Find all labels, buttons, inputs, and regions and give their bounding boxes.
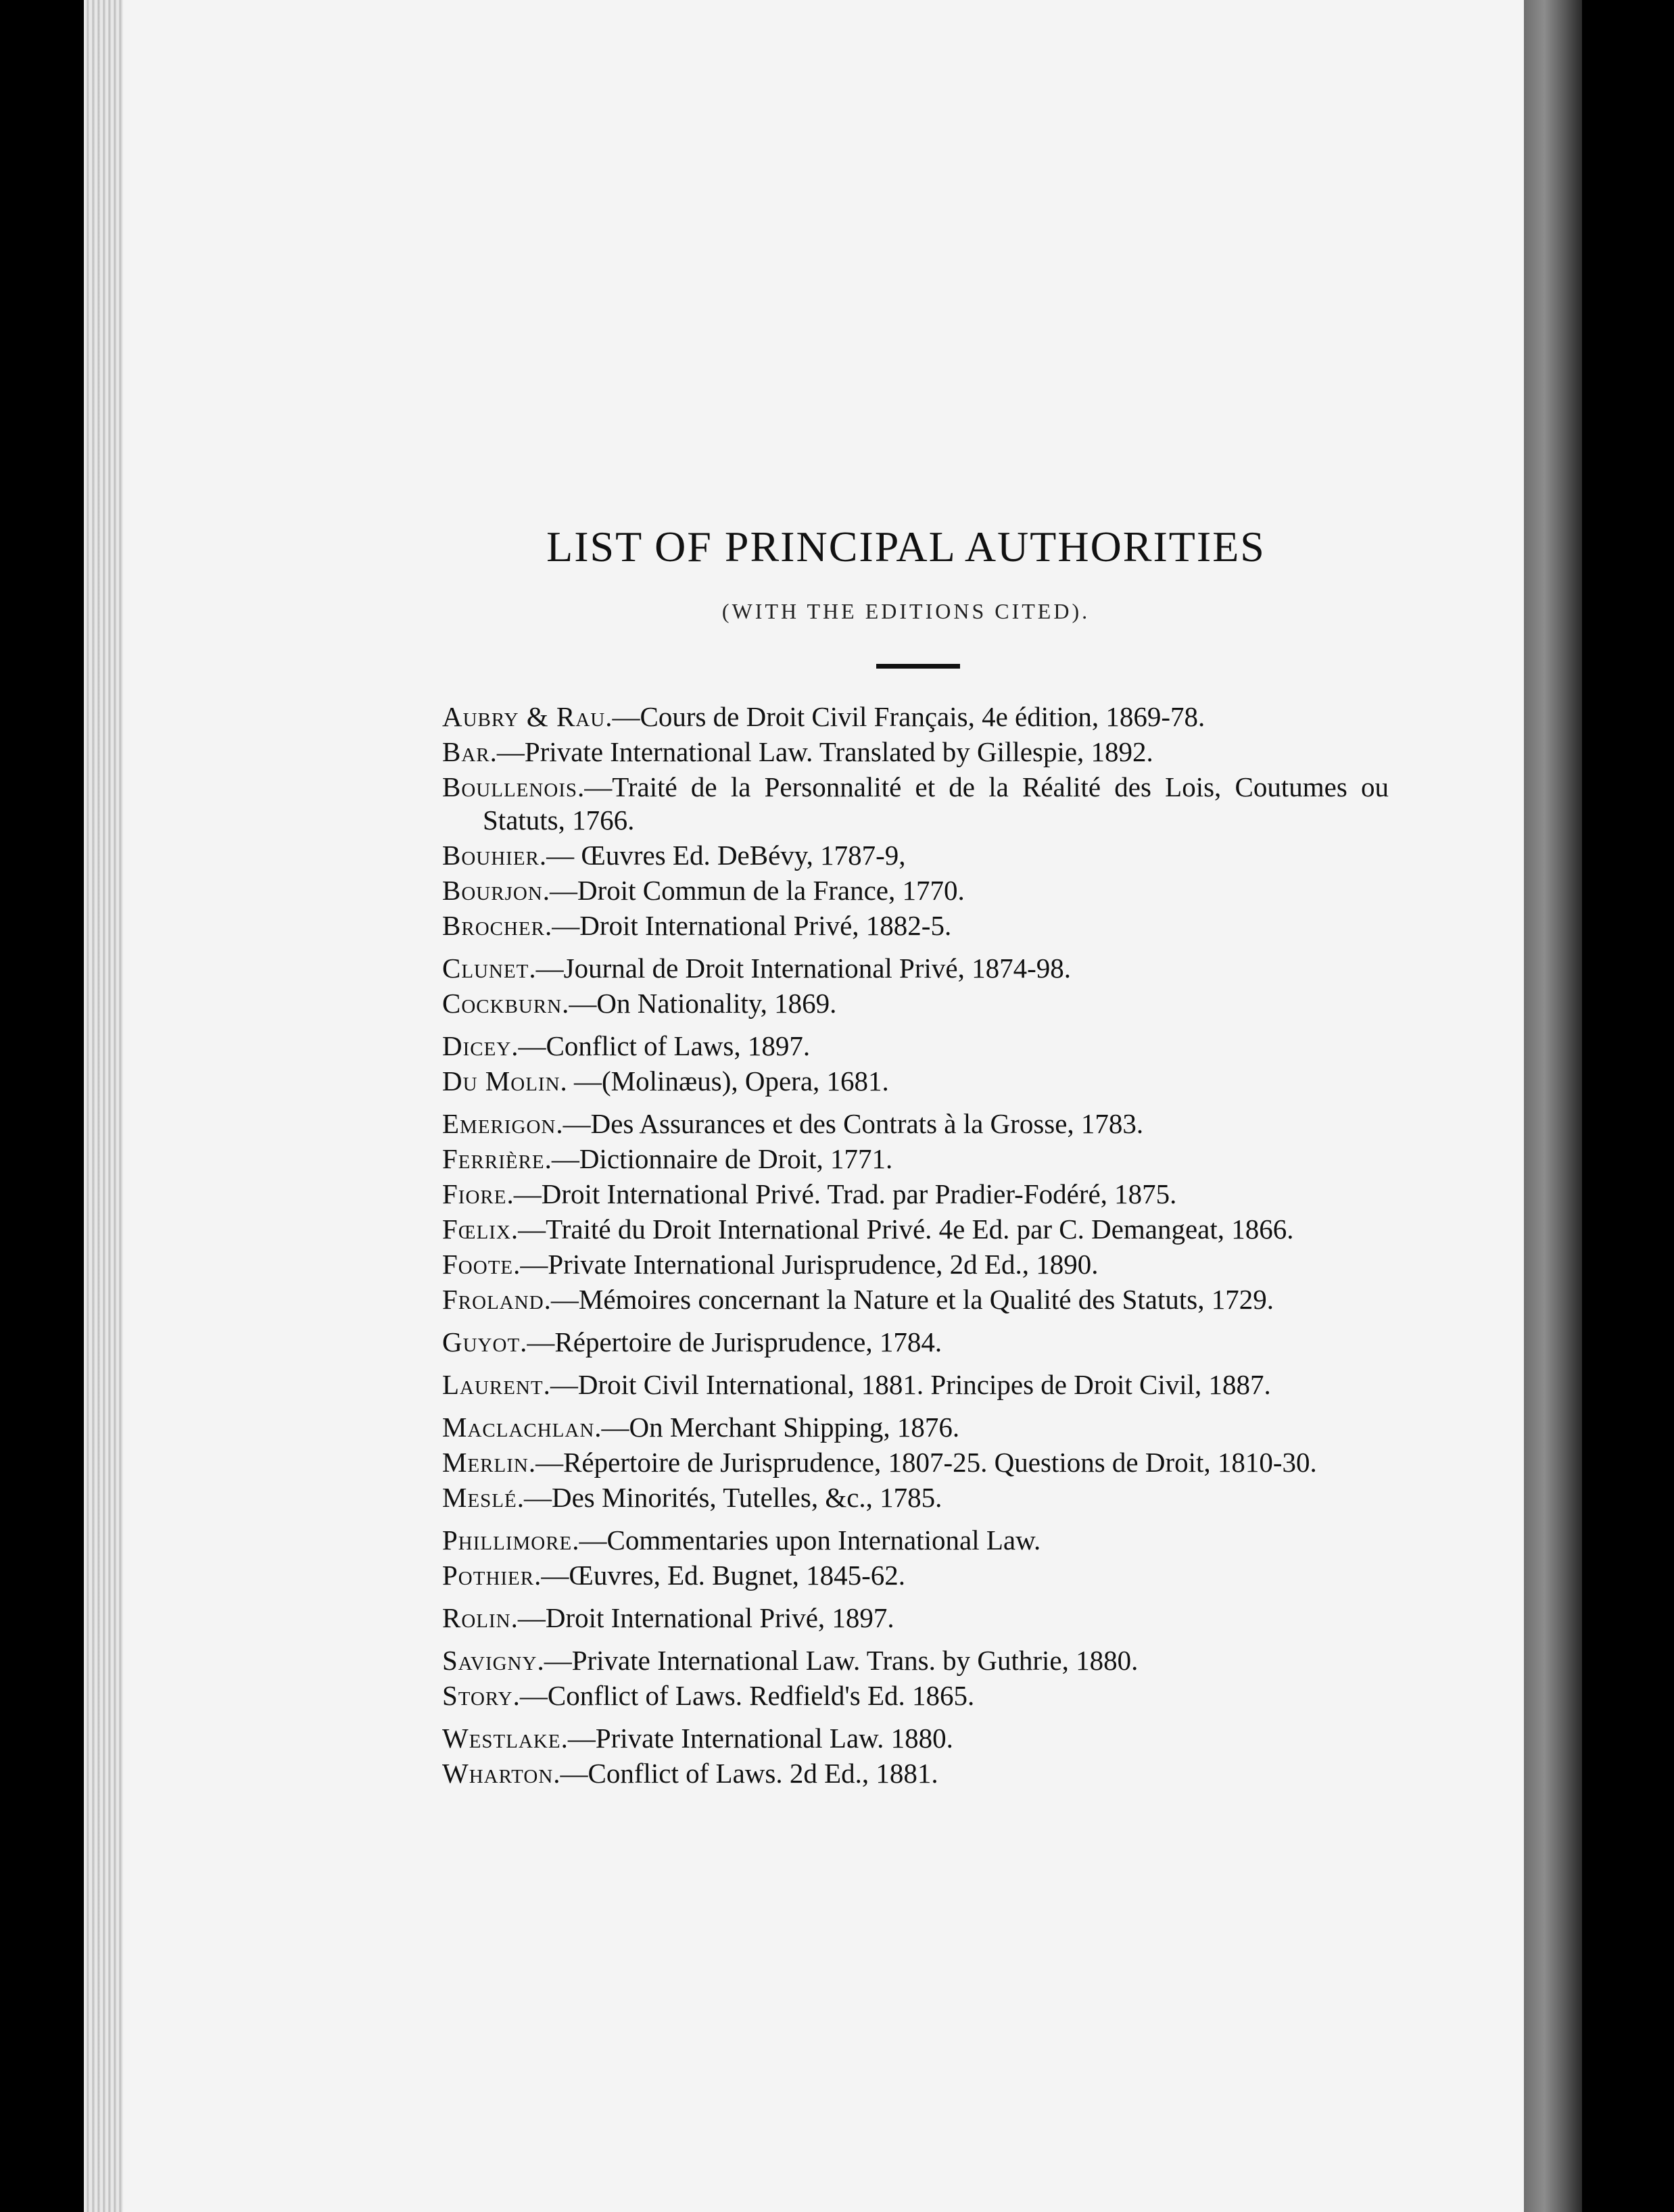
- entry-text: .— Œuvres Ed. DeBévy, 1787-9,: [539, 840, 906, 871]
- entry-text: .—Droit Commun de la France, 1770.: [542, 875, 965, 906]
- author-name: Pothier: [442, 1560, 535, 1591]
- author-name: Merlin: [442, 1447, 529, 1478]
- author-name: Fiore: [442, 1178, 507, 1209]
- entry-text: .—Œuvres, Ed. Bugnet, 1845-62.: [534, 1560, 906, 1591]
- entry-text: .—Droit International Privé. Trad. par Pradier-Fodéré, 1875.: [506, 1178, 1177, 1209]
- list-item: [442, 839, 1389, 872]
- author-name: Guyot: [442, 1326, 521, 1357]
- entry-text: .—Traité de la Personnalité et de la Réalité des Lois, Coutumes ou Statuts, 1766.: [483, 771, 1389, 836]
- list-item: [442, 987, 1389, 1020]
- binding-shadow-right: [1524, 0, 1582, 2212]
- entry-text: .—Commentaries upon International Law.: [572, 1524, 1041, 1556]
- entry-text: .—Private International Law. Translated by Gillespie, 1892.: [489, 736, 1153, 767]
- list-item: [442, 1481, 1389, 1514]
- entry-text: .—Cours de Droit Civil Français, 4e édition, 1869-78.: [605, 701, 1205, 732]
- page-subtitle: (WITH THE EDITIONS CITED).: [721, 599, 1091, 623]
- entry-text: .—Conflict of Laws. Redfield's Ed. 1865.: [512, 1680, 975, 1711]
- entry-text: .—On Merchant Shipping, 1876.: [594, 1412, 960, 1443]
- author-name: Maclachlan: [442, 1412, 595, 1443]
- author-name: Cockburn: [442, 988, 563, 1019]
- author-name: Bourjon: [442, 875, 543, 906]
- entry-text: .—Private International Law. Trans. by Guthrie, 1880.: [537, 1645, 1139, 1676]
- list-item: [442, 1283, 1389, 1316]
- entry-text: .—Des Assurances et des Contrats à la Grosse, 1783.: [556, 1108, 1144, 1139]
- author-name: Emerigon: [442, 1108, 556, 1139]
- author-name: Foote: [442, 1249, 514, 1280]
- list-item: [442, 1722, 1389, 1755]
- list-item: [442, 1143, 1389, 1176]
- author-name: Rolin: [442, 1602, 511, 1633]
- author-name: Bouhier: [442, 840, 540, 871]
- list-item: [442, 952, 1389, 985]
- list-item: [442, 1248, 1389, 1281]
- list-item: [442, 1178, 1389, 1211]
- author-name: Brocher: [442, 910, 545, 941]
- title-rule: [876, 664, 960, 669]
- author-name: Froland: [442, 1284, 544, 1315]
- entry-text: .—Droit Civil International, 1881. Principes de Droit Civil, 1887.: [543, 1369, 1271, 1400]
- author-name: Phillimore: [442, 1524, 573, 1556]
- entry-text: .—Droit International Privé, 1897.: [510, 1602, 894, 1633]
- list-item: [442, 1446, 1389, 1479]
- list-item: [442, 1213, 1389, 1246]
- entry-text: .—Conflict of Laws, 1897.: [511, 1030, 811, 1061]
- author-name: Westlake: [442, 1723, 561, 1754]
- list-item: [442, 1107, 1389, 1140]
- author-name: Wharton: [442, 1758, 554, 1789]
- entry-text: . —(Molinæus), Opera, 1681.: [560, 1065, 889, 1097]
- list-item: [442, 874, 1389, 907]
- entry-text: .—Des Minorités, Tutelles, &c., 1785.: [517, 1482, 942, 1513]
- entry-text: .—Journal de Droit International Privé, 1874-98.: [529, 953, 1071, 984]
- entry-text: .—Private International Jurisprudence, 2d Ed., 1890.: [513, 1249, 1099, 1280]
- author-name: Meslé: [442, 1482, 517, 1513]
- list-item: [442, 1559, 1389, 1592]
- list-item: [442, 1679, 1389, 1712]
- entry-text: .—Conflict of Laws. 2d Ed., 1881.: [553, 1758, 938, 1789]
- author-name: Story: [442, 1680, 513, 1711]
- author-name: Dicey: [442, 1030, 512, 1061]
- author-name: Du Molin: [442, 1065, 560, 1097]
- list-item: [442, 909, 1389, 942]
- authorities-list: [442, 700, 1389, 1792]
- list-item: [442, 1602, 1389, 1635]
- list-item: [442, 1326, 1389, 1359]
- author-name: Clunet: [442, 953, 529, 984]
- author-name: Laurent: [442, 1369, 544, 1400]
- author-name: Ferrière: [442, 1143, 545, 1174]
- list-item: [442, 1065, 1389, 1098]
- page-title: LIST OF PRINCIPAL AUTHORITIES: [546, 523, 1266, 571]
- author-name: Fœlix: [442, 1213, 511, 1245]
- list-item: [442, 771, 1389, 837]
- scan-background-right: [1582, 0, 1674, 2212]
- entry-text: .—Dictionnaire de Droit, 1771.: [544, 1143, 893, 1174]
- author-name: Aubry & Rau: [442, 701, 606, 732]
- entry-text: .—Traité du Droit International Privé. 4e Ed. par C. Demangeat, 1866.: [510, 1213, 1294, 1245]
- author-name: Boullenois: [442, 771, 578, 802]
- author-name: Savigny: [442, 1645, 537, 1676]
- author-name: Bar: [442, 736, 490, 767]
- entry-text: .—Private International Law. 1880.: [560, 1723, 953, 1754]
- entry-text: .—Répertoire de Jurisprudence, 1807-25. Questions de Droit, 1810-30.: [528, 1447, 1317, 1478]
- list-item: [442, 700, 1389, 734]
- list-item: [442, 736, 1389, 769]
- entry-text: .—Répertoire de Jurisprudence, 1784.: [520, 1326, 942, 1357]
- page-stack-edge-left: [84, 0, 123, 2212]
- list-item: [442, 1524, 1389, 1557]
- entry-text: .—Mémoires concernant la Nature et la Qualité des Statuts, 1729.: [544, 1284, 1274, 1315]
- list-item: [442, 1030, 1389, 1063]
- list-item: [442, 1368, 1389, 1401]
- list-item: [442, 1644, 1389, 1677]
- entry-text: .—Droit International Privé, 1882-5.: [544, 910, 952, 941]
- list-item: [442, 1411, 1389, 1444]
- entry-text: .—On Nationality, 1869.: [562, 988, 837, 1019]
- list-item: [442, 1757, 1389, 1790]
